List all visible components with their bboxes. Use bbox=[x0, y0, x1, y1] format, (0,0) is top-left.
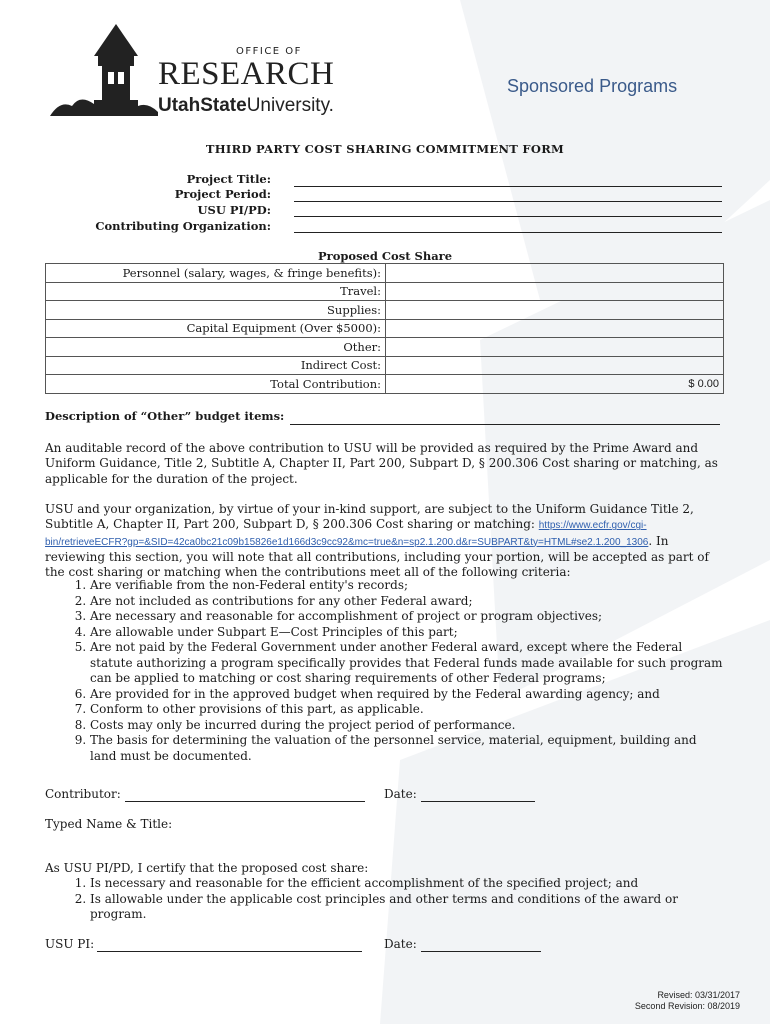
paragraph-uniform-guidance bbox=[45, 502, 725, 580]
office-of-research-logo bbox=[50, 22, 350, 118]
logo-research: RESEARCH bbox=[158, 56, 335, 92]
table-row bbox=[46, 375, 724, 394]
usu-pi-label: USU PI: bbox=[45, 937, 95, 951]
old-main-tower-icon bbox=[50, 22, 160, 118]
other-budget-items-label: Description of “Other” budget items: bbox=[45, 409, 285, 423]
second-revision-date: Second Revision: 08/2019 bbox=[634, 1001, 740, 1011]
contributing-organization-label: Contributing Organization: bbox=[95, 219, 271, 233]
list-item: 9. The basis for determining the valuation of the personnel service, material, equipment, building and land must be documented. bbox=[90, 733, 725, 764]
row-value-field[interactable] bbox=[386, 319, 724, 338]
contributor-date-line[interactable] bbox=[421, 801, 535, 802]
project-period-line[interactable] bbox=[294, 201, 722, 202]
list-item: 8. Costs may only be incurred during the project period of performance. bbox=[90, 718, 725, 734]
list-item: 4. Are allowable under Subpart E—Cost Principles of this part; bbox=[90, 625, 725, 641]
proposed-cost-share-title: Proposed Cost Share bbox=[317, 249, 453, 263]
cost-share-table bbox=[45, 263, 724, 394]
table-row bbox=[46, 282, 724, 301]
list-item: 2. Are not included as contributions for any other Federal award; bbox=[90, 594, 725, 610]
row-label: Capital Equipment (Over $5000): bbox=[46, 319, 386, 338]
contributor-date-label: Date: bbox=[384, 787, 417, 801]
typed-name-title-label: Typed Name & Title: bbox=[45, 817, 173, 831]
table-row bbox=[46, 301, 724, 320]
row-value-field[interactable] bbox=[386, 264, 724, 283]
revised-date: Revised: 03/31/2017 bbox=[657, 990, 740, 1000]
list-item: 2. Is allowable under the applicable cost principles and other terms and conditions of the award or program. bbox=[90, 892, 725, 923]
row-value-field[interactable] bbox=[386, 356, 724, 375]
criteria-list bbox=[45, 578, 725, 764]
usu-pi-pd-line[interactable] bbox=[294, 216, 722, 217]
ecfr-link[interactable]: https://www.ecfr.gov/cgi-bin/retrieveECFR?gp=&SID=42ca0bc21c09b15826e1d166d3c9cc92&mc=true&n=sp2.1.200.d&r=SUBPART&ty=HTML#se2.1.200_1306 bbox=[45, 520, 649, 548]
project-title-line[interactable] bbox=[294, 186, 722, 187]
paragraph-text-start: USU and your organization, by virtue of your in-kind support, are subject to the Uniform Guidance Title 2, Subtitle A, Chapter II, Part 200, Subpart D, § 200.306 Cost sharing or matching: bbox=[45, 502, 694, 532]
table-row bbox=[46, 319, 724, 338]
usu-pi-date-label: Date: bbox=[384, 937, 417, 951]
logo-usu-rest: University. bbox=[246, 95, 334, 116]
form-title: THIRD PARTY COST SHARING COMMITMENT FORM bbox=[205, 142, 565, 156]
usu-pi-date-line[interactable] bbox=[421, 951, 541, 952]
list-item: 1. Is necessary and reasonable for the efficient accomplishment of the specified project; and bbox=[90, 876, 725, 892]
row-value-field[interactable] bbox=[386, 282, 724, 301]
logo-usu-bold: UtahState bbox=[158, 95, 247, 116]
row-label: Supplies: bbox=[46, 301, 386, 320]
row-label: Indirect Cost: bbox=[46, 356, 386, 375]
row-label: Personnel (salary, wages, & fringe benefits): bbox=[46, 264, 386, 283]
usu-pi-pd-label: USU PI/PD: bbox=[197, 203, 271, 217]
table-row bbox=[46, 264, 724, 283]
paragraph-text-end: . In reviewing this section, you will note that all contributions, including your portion, will be accepted as part of the cost sharing or matching when the contributions meet all of the following criteria: bbox=[45, 533, 709, 580]
row-label: Other: bbox=[46, 338, 386, 357]
row-value-field[interactable] bbox=[386, 338, 724, 357]
contributing-organization-line[interactable] bbox=[294, 232, 722, 233]
certify-list bbox=[45, 876, 725, 923]
list-item: 7. Conform to other provisions of this part, as applicable. bbox=[90, 702, 725, 718]
table-row bbox=[46, 356, 724, 375]
list-item: 3. Are necessary and reasonable for accomplishment of project or program objectives; bbox=[90, 609, 725, 625]
revision-note bbox=[635, 990, 740, 1012]
list-item: 5. Are not paid by the Federal Government under another Federal award, except where the Federal statute authorizing a program specifically provides that Federal funds made available for such program can be applied to matching or cost sharing requirements of other Federal programs; bbox=[90, 640, 725, 687]
project-period-label: Project Period: bbox=[174, 187, 271, 201]
total-contribution-value: $ 0.00 bbox=[386, 375, 724, 394]
usu-pi-signature-line[interactable] bbox=[97, 951, 362, 952]
certify-intro: As USU PI/PD, I certify that the proposed cost share: bbox=[45, 861, 369, 875]
contributor-label: Contributor: bbox=[45, 787, 121, 801]
table-row bbox=[46, 338, 724, 357]
row-label: Travel: bbox=[46, 282, 386, 301]
list-item: 6. Are provided for in the approved budget when required by the Federal awarding agency; and bbox=[90, 687, 725, 703]
project-title-label: Project Title: bbox=[186, 172, 271, 186]
logo-office-of: OFFICE OF bbox=[236, 46, 302, 57]
list-item: 1. Are verifiable from the non-Federal entity's records; bbox=[90, 578, 725, 594]
row-value-field[interactable] bbox=[386, 301, 724, 320]
row-label: Total Contribution: bbox=[46, 375, 386, 394]
other-budget-items-line[interactable] bbox=[290, 424, 720, 425]
sponsored-programs-heading: Sponsored Programs bbox=[507, 76, 678, 96]
logo-utah-state-university bbox=[158, 95, 334, 117]
contributor-signature-line[interactable] bbox=[125, 801, 365, 802]
paragraph-auditable-record: An auditable record of the above contribution to USU will be provided as required by the Prime Award and Uniform Guidance, Title 2, Subtitle A, Chapter II, Part 200, Subpart D, § 200.306 Cost sharing or matching, as applicable for the duration of the project. bbox=[45, 441, 718, 486]
